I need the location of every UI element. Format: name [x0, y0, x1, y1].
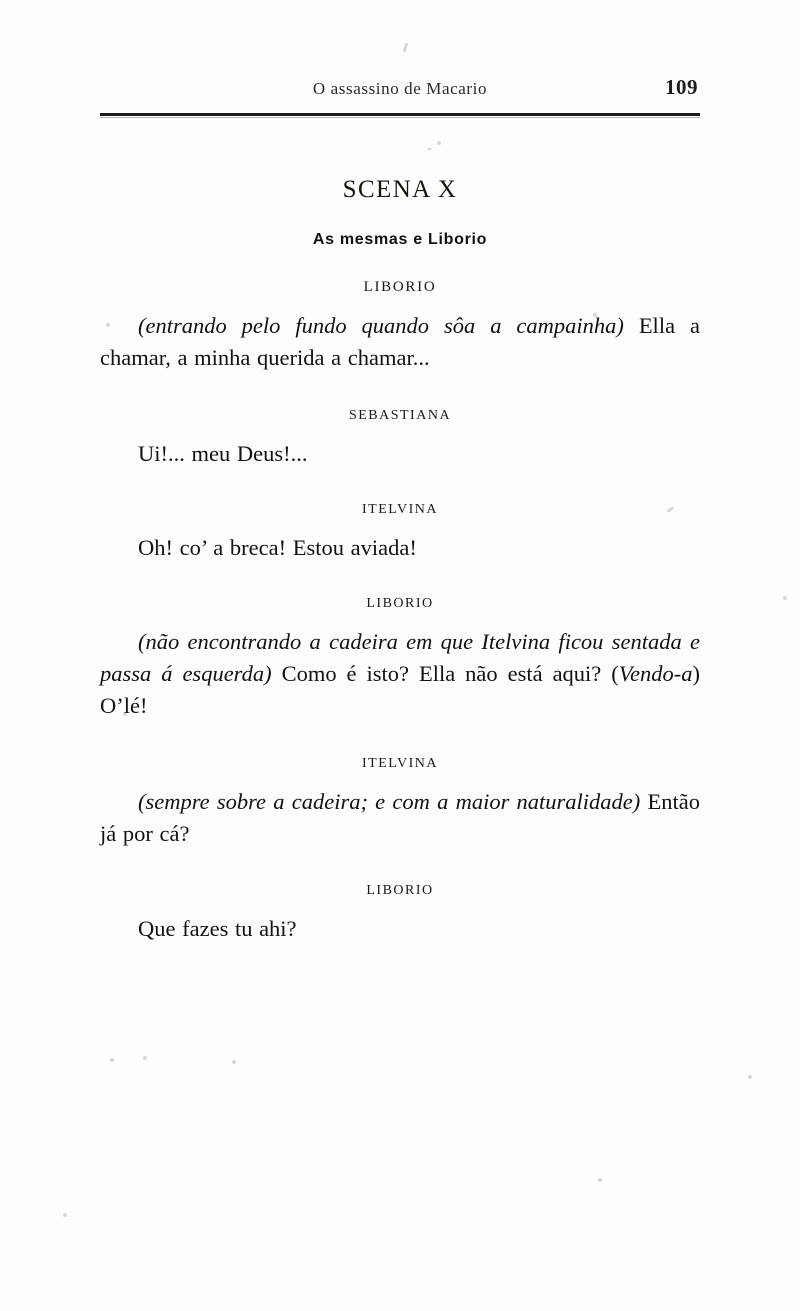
- speech-block: [100, 596, 700, 722]
- scan-speck: [403, 43, 409, 52]
- speaker-name: ITELVINA: [361, 755, 439, 771]
- speech-text-tail: ) O’lé!: [100, 660, 700, 718]
- speech-line: [100, 438, 700, 470]
- speech-text: Então já por cá?: [100, 788, 701, 846]
- speech-line: [100, 532, 700, 564]
- speech-text: Como é isto? Ella não está aqui? (: [271, 660, 619, 686]
- speech-text: Oh! co’ a breca! Estou aviada!: [138, 534, 417, 560]
- speech-text: Que fazes tu ahi?: [138, 916, 297, 942]
- speaker-name: LIBORIO: [363, 279, 437, 295]
- scan-speck: [232, 1060, 236, 1064]
- stage-direction: (entrando pelo fundo quando sôa a campainha): [138, 313, 624, 338]
- stage-direction: (não encontrando a cadeira em que Itelvina ficou sentada e passa á esquerda): [100, 628, 700, 686]
- scan-speck: [63, 1213, 67, 1217]
- speech-text: Ella a chamar, a minha querida a chamar...: [100, 313, 700, 370]
- scan-speck: [143, 1056, 147, 1060]
- speech-block: [100, 408, 700, 470]
- scan-speck: [598, 1178, 602, 1182]
- speaker-name: LIBORIO: [366, 595, 434, 611]
- speech-text: Ui!... meu Deus!...: [138, 440, 308, 466]
- header-rule-thin: [100, 117, 700, 118]
- running-head-title: O assassino de Macario: [312, 79, 488, 98]
- page-content: [100, 75, 700, 945]
- scan-speck: [748, 1075, 752, 1079]
- speaker-name: SEBASTIANA: [348, 407, 452, 423]
- speaker-name: LIBORIO: [366, 883, 434, 899]
- running-head: [100, 75, 700, 109]
- stage-direction-inline: Vendo-a: [618, 660, 693, 686]
- speech-line: [100, 786, 700, 850]
- header-rule: [100, 113, 700, 116]
- speech-line: [100, 310, 700, 374]
- speech-block: [100, 502, 700, 564]
- speaker-name: ITELVINA: [361, 501, 439, 517]
- speech-line: [100, 913, 700, 945]
- speech-line: [100, 626, 700, 722]
- speech-block: [100, 279, 700, 374]
- scan-speck: [110, 1058, 114, 1062]
- speech-block: [100, 883, 700, 945]
- scene-subtitle: As mesmas e Liborio: [312, 231, 488, 248]
- scan-speck: [783, 596, 787, 600]
- speech-block: [100, 756, 700, 850]
- stage-direction: (sempre sobre a cadeira; e com a maior naturalidade): [138, 788, 641, 814]
- page-number: 109: [665, 75, 698, 99]
- scene-title: SCENA X: [342, 176, 458, 203]
